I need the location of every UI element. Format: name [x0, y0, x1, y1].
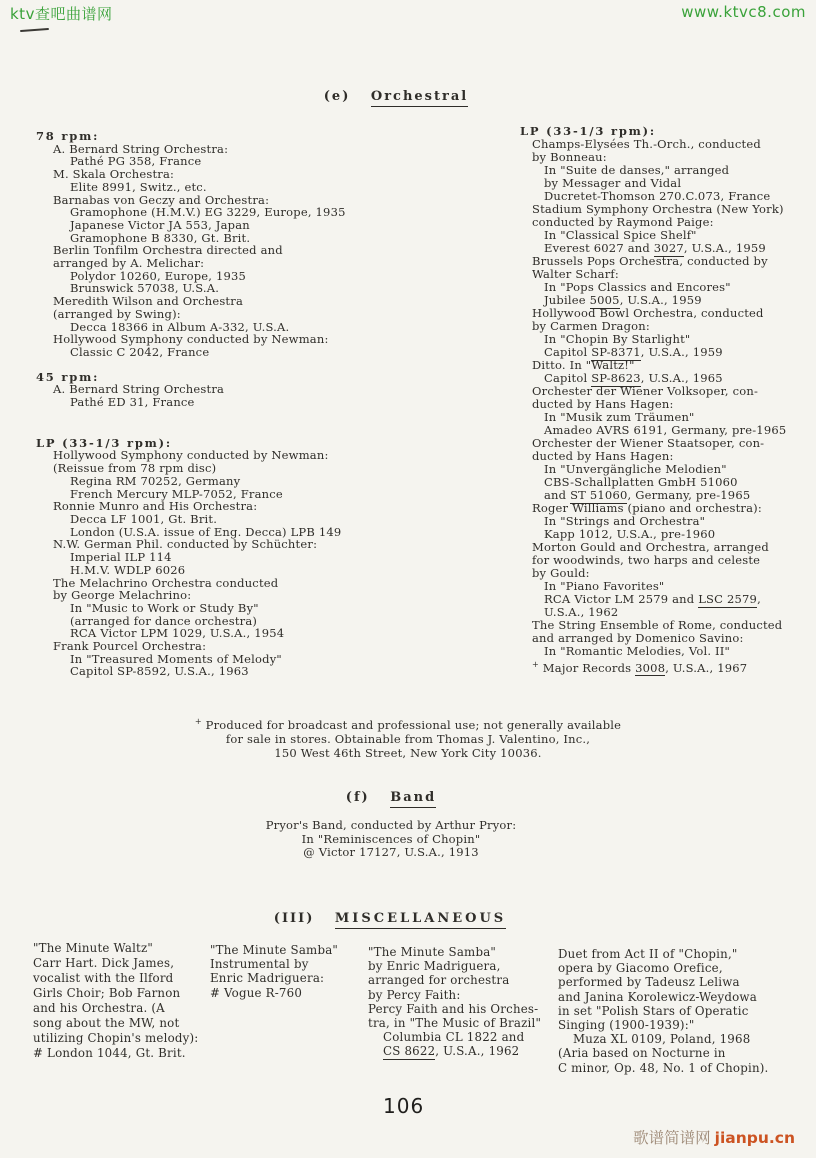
availability-footnote: [2, 715, 814, 760]
entry-text-line: CS 8622, U.S.A., 1962: [383, 1044, 520, 1059]
entry-text-line: (arranged by Swing):: [53, 306, 181, 321]
entry-text-line: In "Unvergängliche Melodien": [544, 462, 727, 476]
entry-text-line: Orchester der Wiener Staatsoper, con-: [532, 436, 765, 450]
entry-text-line: London (U.S.A. issue of Eng. Decca) LPB 149: [70, 524, 342, 539]
entry-text-line: # London 1044, Gt. Brit.: [33, 1046, 186, 1060]
entry-text-line: Capitol SP-8371, U.S.A., 1959: [544, 345, 723, 359]
section-e-index: (e): [323, 89, 351, 104]
entry-text-line: In "Treasured Moments of Melody": [70, 651, 282, 666]
entry-text-line: Capitol SP-8623, U.S.A., 1965: [544, 371, 723, 385]
entry-text-line: arranged by A. Melichar:: [53, 256, 205, 271]
orchestral-right-column: [520, 125, 810, 675]
watermark-top-right: www.ktvc8.com: [681, 3, 806, 21]
entry-text-line: In "Strings and Orchestra": [544, 514, 706, 528]
entry-text-line: In "Classical Spice Shelf": [544, 228, 697, 242]
section-iii-heading: [0, 911, 780, 926]
entry-text-line: "The Minute Samba": [210, 943, 339, 957]
entry-text-line: for sale in stores. Obtainable from Thomas J. Valentino, Inc.,: [225, 731, 591, 746]
entry-text-line: Walter Scharf:: [532, 267, 619, 281]
entry-text-line: U.S.A., 1962: [544, 605, 619, 619]
entry-text-line: Classic C 2042, France: [70, 344, 210, 359]
entry-text-line: Pathé PG 358, France: [70, 154, 202, 169]
entry-text-line: Regina RM 70252, Germany: [70, 473, 241, 488]
entry-text-line: H.M.V. WDLP 6026: [70, 562, 186, 577]
entry-text-line: Stadium Symphony Orchestra (New York): [532, 202, 784, 216]
entry-heading-line: LP (33-1/3 rpm):: [36, 435, 172, 450]
entry-text-line: and arranged by Domenico Savino:: [532, 631, 744, 645]
entry-text-line: N.W. German Phil. conducted by Schüchter:: [53, 537, 318, 552]
section-f-heading: [0, 790, 782, 805]
entry-text-line: song about the MW, not: [33, 1016, 180, 1030]
entry-text-line: (Reissue from 78 rpm disc): [53, 461, 217, 476]
watermark-top-left: ktv查吧曲谱网: [10, 5, 113, 23]
entry-text-line: Girls Choir; Bob Farnon: [33, 986, 181, 1000]
entry-text-line: CBS-Schallplatten GmbH 51060: [544, 475, 738, 489]
entry-text-line: "The Minute Samba": [368, 945, 497, 959]
entry-text-line: Capitol SP-8592, U.S.A., 1963: [70, 664, 249, 679]
brand-chinese-name: 歌谱简谱网: [633, 1129, 711, 1147]
entry-text-line: by Enric Madriguera,: [368, 959, 501, 974]
entry-text-line: Gramophone B 8330, Gt. Brit.: [70, 230, 251, 245]
entry-text-line: Roger Williams (piano and orchestra):: [532, 501, 762, 515]
blank-line: [36, 359, 440, 371]
misc-column-minute-samba-instrumental: [210, 943, 368, 1000]
entry-text-line: Ducretet-Thomson 270.C.073, France: [544, 189, 771, 203]
entry-text-line: In "Music to Work or Study By": [70, 600, 259, 615]
entry-heading-line: LP (33-1/3 rpm):: [520, 124, 656, 138]
entry-text-line: + Major Records 3008, U.S.A., 1967: [532, 660, 748, 675]
entry-text-line: by Bonneau:: [532, 150, 607, 164]
orchestral-left-column: [36, 130, 440, 678]
entry-text-line: and Janina Korolewicz-Weydowa: [558, 989, 757, 1004]
entry-text-line: Hollywood Symphony conducted by Newman:: [53, 332, 329, 347]
entry-text-line: Frank Pourcel Orchestra:: [53, 639, 207, 654]
entry-text-line: In "Suite de danses," arranged: [544, 163, 730, 177]
entry-text-line: Pryor's Band, conducted by Arthur Pryor:: [265, 818, 517, 832]
entry-text-line: and his Orchestra. (A: [33, 1001, 165, 1015]
entry-text-line: utilizing Chopin's melody):: [33, 1031, 199, 1045]
entry-text-line: M. Skala Orchestra:: [53, 167, 175, 182]
entry-text-line: Elite 8991, Switz., etc.: [70, 179, 207, 194]
entry-text-line: by Gould:: [532, 566, 590, 580]
entry-text-line: Percy Faith and his Orches-: [368, 1001, 539, 1016]
entry-text-line: by George Melachrino:: [53, 588, 192, 603]
misc-column-minute-samba-faith: [368, 945, 560, 1059]
entry-text-line: performed by Tadeusz Leliwa: [558, 975, 740, 990]
entry-text-line: @ Victor 17127, U.S.A., 1913: [303, 845, 479, 859]
entry-text-line: Champs-Elysées Th.-Orch., conducted: [532, 137, 761, 151]
entry-text-line: Orchester der Wiener Volksoper, con-: [532, 384, 759, 398]
scan-stray-mark: [20, 28, 49, 32]
entry-text-line: # Vogue R-760: [210, 985, 303, 1000]
blank-line: [36, 409, 440, 437]
entry-text-line: vocalist with the Ilford: [33, 971, 174, 985]
entry-text-line: Brunswick 57038, U.S.A.: [70, 281, 220, 296]
entry-text-line: Japanese Victor JA 553, Japan: [70, 217, 250, 232]
entry-text-line: Meredith Wilson and Orchestra: [53, 294, 244, 309]
entry-text-line: In "Chopin By Starlight": [544, 332, 691, 346]
section-iii-title: MISCELLANEOUS: [335, 911, 506, 929]
entry-text-line: 150 West 46th Street, New York City 10036.: [274, 745, 542, 760]
watermark-bottom-right: [633, 1126, 795, 1148]
section-e-heading: [0, 89, 792, 104]
entry-text-line: RCA Victor LM 2579 and LSC 2579,: [544, 592, 761, 606]
entry-text-line: opera by Giacomo Orefice,: [558, 961, 723, 976]
entry-text-line: In "Romantic Melodies, Vol. II": [544, 644, 731, 658]
section-iii-index: (III): [273, 911, 315, 926]
entry-text-line: "The Minute Waltz": [33, 941, 154, 955]
entry-text-line: and ST 51060, Germany, pre-1965: [544, 488, 751, 502]
entry-text-line: Everest 6027 and 3027, U.S.A., 1959: [544, 241, 766, 255]
entry-text-line: Hollywood Symphony conducted by Newman:: [53, 448, 329, 463]
entry-text-line: Barnabas von Geczy and Orchestra:: [53, 192, 270, 207]
entry-text-line: Kapp 1012, U.S.A., pre-1960: [544, 527, 716, 541]
entry-text-line: ducted by Hans Hagen:: [532, 449, 674, 463]
entry-heading-line: 78 rpm:: [36, 129, 100, 143]
entry-text-line: Ronnie Munro and His Orchestra:: [53, 499, 258, 514]
entry-text-line: Gramophone (H.M.V.) EG 3229, Europe, 1935: [70, 205, 346, 220]
entry-text-line: In "Piano Favorites": [544, 579, 665, 593]
entry-text-line: Berlin Tonfilm Orchestra directed and: [53, 243, 283, 258]
section-e-title: Orchestral: [371, 89, 468, 107]
entry-text-line: Instrumental by: [210, 957, 309, 972]
entry-text-line: arranged for orchestra: [368, 973, 510, 988]
entry-text-line: (arranged for dance orchestra): [70, 613, 258, 628]
entry-text-line: Polydor 10260, Europe, 1935: [70, 268, 247, 283]
entry-text-line: Amadeo AVRS 6191, Germany, pre-1965: [544, 423, 787, 437]
entry-text-line: by Percy Faith:: [368, 987, 461, 1002]
entry-text-line: Brussels Pops Orchestra, conducted by: [532, 254, 768, 268]
entry-text-line: by Messager and Vidal: [544, 176, 682, 190]
entry-text-line: Decca LF 1001, Gt. Brit.: [70, 511, 218, 526]
entry-text-line: Morton Gould and Orchestra, arranged: [532, 540, 769, 554]
section-f-title: Band: [390, 790, 436, 808]
entry-text-line: tra, in "The Music of Brazil": [368, 1016, 542, 1031]
entry-text-line: Hollywood Bowl Orchestra, conducted: [532, 306, 764, 320]
entry-text-line: Duet from Act II of "Chopin,": [558, 947, 738, 961]
page-number: 106: [383, 1094, 425, 1118]
entry-text-line: conducted by Raymond Paige:: [532, 215, 714, 229]
entry-text-line: Decca 18366 in Album A-332, U.S.A.: [70, 319, 290, 334]
entry-text-line: ducted by Hans Hagen:: [532, 397, 674, 411]
misc-column-chopin-opera-duet: [558, 947, 798, 1075]
entry-heading-line: 45 rpm:: [36, 369, 100, 384]
entry-text-line: Imperial ILP 114: [70, 550, 172, 565]
entry-text-line: Jubilee 5005, U.S.A., 1959: [544, 293, 702, 307]
entry-text-line: Pathé ED 31, France: [70, 395, 195, 410]
entry-text-line: for woodwinds, two harps and celeste: [532, 553, 761, 567]
entry-text-line: In "Pops Classics and Encores": [544, 280, 731, 294]
entry-text-line: by Carmen Dragon:: [532, 319, 650, 333]
entry-text-line: RCA Victor LPM 1029, U.S.A., 1954: [70, 626, 285, 641]
entry-text-line: A. Bernard String Orchestra:: [53, 141, 229, 156]
entry-text-line: in set "Polish Stars of Operatic: [558, 1003, 749, 1018]
entry-text-line: A. Bernard String Orchestra: [53, 382, 225, 397]
band-entry: [0, 819, 782, 860]
entry-text-line: Enric Madriguera:: [210, 971, 325, 986]
entry-text-line: Singing (1900-1939):": [558, 1018, 695, 1033]
entry-text-line: C minor, Op. 48, No. 1 of Chopin).: [558, 1060, 769, 1075]
entry-text-line: The Melachrino Orchestra conducted: [53, 575, 279, 590]
entry-text-line: (Aria based on Nocturne in: [558, 1046, 726, 1061]
entry-text-line: In "Musik zum Träumen": [544, 410, 695, 424]
entry-text-line: Carr Hart. Dick James,: [33, 956, 175, 970]
entry-text-line: + Produced for broadcast and professional use; not generally available: [194, 717, 622, 732]
entry-text-line: French Mercury MLP-7052, France: [70, 486, 283, 501]
section-f-index: (f): [345, 790, 370, 805]
entry-text-line: Muza XL 0109, Poland, 1968: [573, 1032, 751, 1047]
entry-text-line: In "Reminiscences of Chopin": [301, 831, 481, 846]
entry-text-line: Ditto. In "Waltz!": [532, 358, 635, 372]
misc-column-minute-waltz: [33, 941, 209, 1061]
brand-site-url: jianpu.cn: [714, 1129, 795, 1147]
entry-text-line: The String Ensemble of Rome, conducted: [532, 618, 783, 632]
entry-text-line: Columbia CL 1822 and: [383, 1030, 525, 1045]
